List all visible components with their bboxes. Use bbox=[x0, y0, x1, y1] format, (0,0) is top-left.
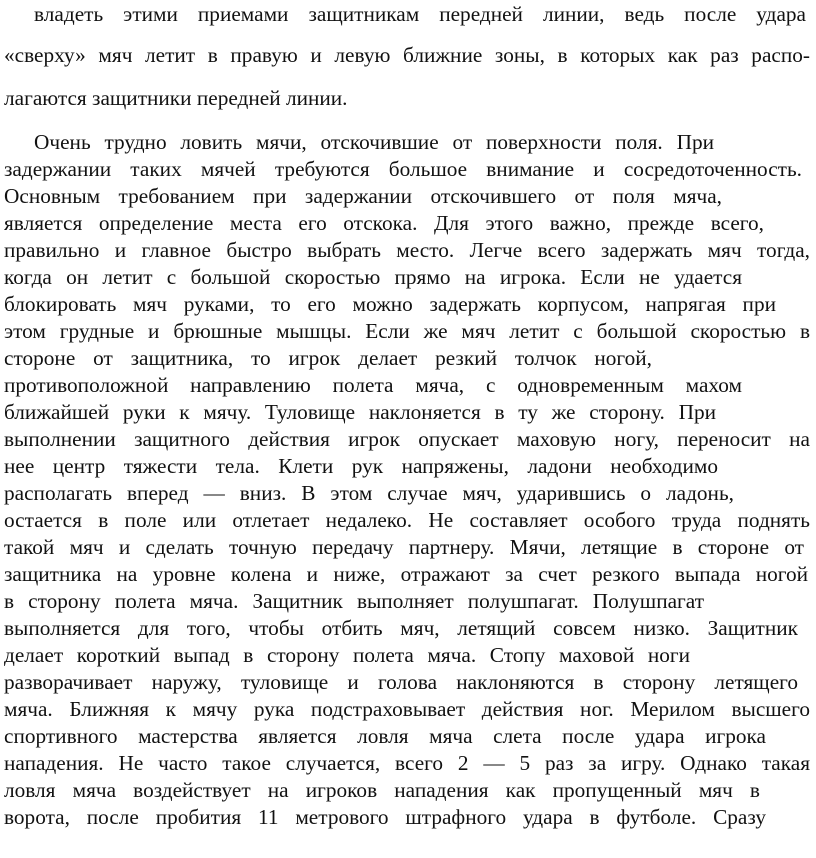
text-line: в сторону полета мяча. Защитник выполняет полушпагат. Полушпагат bbox=[4, 589, 704, 613]
text-line: является определение места его отскока. Для этого важно, прежде всего, bbox=[4, 211, 764, 235]
text-line: лагаются защитники передней линии. bbox=[4, 86, 348, 110]
text-line: «сверху» мяч летит в правую и левую ближние зоны, в которых как раз распо- bbox=[4, 43, 810, 67]
text-line: такой мяч и сделать точную передачу партнеру. Мячи, летящие в стороне от bbox=[4, 535, 804, 559]
text-line: ближайшей руки к мячу. Туловище наклоняется в ту же сторону. При bbox=[4, 400, 716, 424]
text-line: правильно и главное быстро выбрать место. Легче всего задержать мяч тогда, bbox=[4, 238, 810, 262]
text-line: располагать вперед — вниз. В этом случае мяч, ударившись о ладонь, bbox=[4, 481, 734, 505]
text-line: Основным требованием при задержании отскочившего от поля мяча, bbox=[4, 184, 722, 208]
text-line: делает короткий выпад в сторону полета мяча. Стопу маховой ноги bbox=[4, 643, 690, 667]
text-line: когда он летит с большой скоростью прямо на игрока. Если не удается bbox=[4, 265, 742, 289]
text-line: противоположной направлению полета мяча, с одновременным махом bbox=[4, 373, 742, 397]
text-line: ловля мяча воздействует на игроков нападения как пропущенный мяч в bbox=[4, 778, 760, 802]
text-line: задержании таких мячей требуются большое внимание и сосредоточенность. bbox=[4, 157, 802, 181]
text-line: выполняется для того, чтобы отбить мяч, летящий совсем низко. Защитник bbox=[4, 616, 798, 640]
text-line: ворота, после пробития 11 метрового штрафного удара в футболе. Сразу bbox=[4, 805, 766, 829]
text-line: этом грудные и брюшные мышцы. Если же мяч летит с большой скоростью в bbox=[4, 319, 810, 343]
text-line: владеть этими приемами защитникам передней линии, ведь после удара bbox=[34, 2, 806, 26]
text-line: нее центр тяжести тела. Клети рук напряжены, ладони необходимо bbox=[4, 454, 718, 478]
text-line: защитника на уровне колена и ниже, отражают за счет резкого выпада ногой bbox=[4, 562, 808, 586]
text-line: стороне от защитника, то игрок делает резкий толчок ногой, bbox=[4, 346, 652, 370]
text-line: спортивного мастерства является ловля мяча слета после удара игрока bbox=[4, 724, 766, 748]
text-line: Очень трудно ловить мячи, отскочившие от поверхности поля. При bbox=[34, 130, 714, 154]
text-line: выполнении защитного действия игрок опускает маховую ногу, переносит на bbox=[4, 427, 810, 451]
text-line: остается в поле или отлетает недалеко. Не составляет особого труда поднять bbox=[4, 508, 810, 532]
text-line: нападения. Не часто такое случается, всего 2 — 5 раз за игру. Однако такая bbox=[4, 751, 810, 775]
text-line: блокировать мяч руками, то его можно задержать корпусом, напрягая при bbox=[4, 292, 776, 316]
text-line: разворачивает наружу, туловище и голова наклоняются в сторону летящего bbox=[4, 670, 798, 694]
text-line: мяча. Ближняя к мячу рука подстраховывает действия ног. Мерилом высшего bbox=[4, 697, 810, 721]
